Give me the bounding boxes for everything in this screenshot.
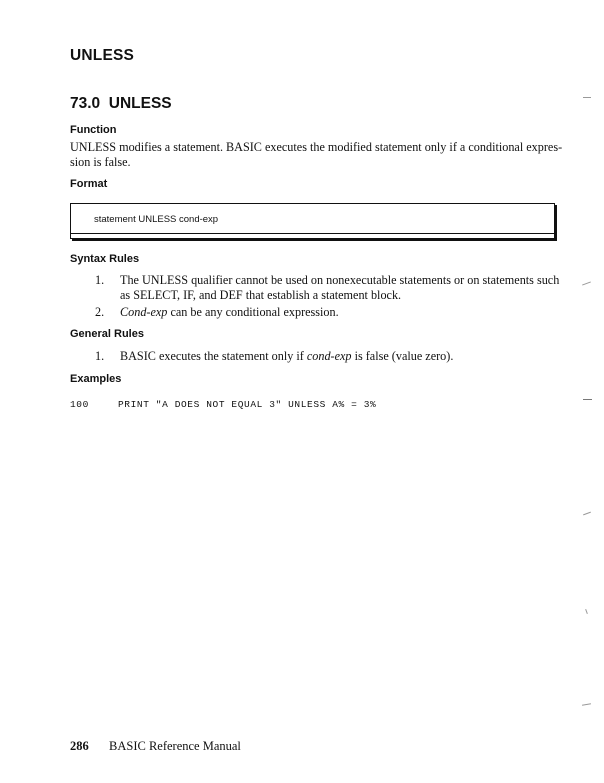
syntax-rule-1-number: 1. [95, 273, 105, 287]
function-text-line2: sion is false. [70, 154, 131, 169]
function-text-line1: UNLESS modifies a statement. BASIC executes the modified statement only if a conditional expres- [70, 140, 563, 154]
function-heading: Function [70, 124, 117, 136]
general-rule-1-number: 1. [95, 349, 105, 363]
footer-title: BASIC Reference Manual [109, 739, 241, 753]
syntax-rule-2-rest: can be any conditional expression. [167, 305, 339, 319]
syntax-rule-2-term: Cond-exp [120, 305, 168, 319]
margin-mark [582, 703, 591, 706]
section-title: 73.0 UNLESS [70, 95, 172, 112]
general-rule-1 [120, 349, 560, 364]
function-text [70, 140, 562, 169]
page-number: 286 [70, 739, 89, 753]
general-rule-1-before: BASIC executes the statement only if [120, 349, 307, 363]
format-heading: Format [70, 178, 108, 190]
format-syntax: statement UNLESS cond-exp [94, 214, 219, 225]
margin-mark [583, 399, 592, 400]
running-head: UNLESS [70, 47, 135, 64]
margin-mark [583, 97, 591, 98]
syntax-rule-1-line1: The UNLESS qualifier cannot be used on nonexecutable statements or on statements such [120, 273, 560, 287]
syntax-rule-1-line2: as SELECT, IF, and DEF that establish a statement block. [120, 287, 402, 302]
margin-mark [582, 281, 591, 285]
general-rule-1-term: cond-exp [306, 349, 352, 363]
example-line-number: 100 [70, 399, 89, 410]
example-code: PRINT "A DOES NOT EQUAL 3" UNLESS A% = 3% [118, 399, 377, 410]
general-rule-1-after: is false (value zero). [351, 349, 454, 363]
margin-mark [583, 512, 591, 516]
syntax-rule-1 [120, 273, 560, 302]
margin-mark [585, 609, 588, 614]
syntax-rule-2 [120, 305, 560, 320]
examples-heading: Examples [70, 373, 122, 385]
general-rules-heading: General Rules [70, 328, 144, 340]
syntax-rules-heading: Syntax Rules [70, 253, 140, 265]
syntax-rule-2-number: 2. [95, 305, 105, 319]
format-box [70, 203, 555, 239]
